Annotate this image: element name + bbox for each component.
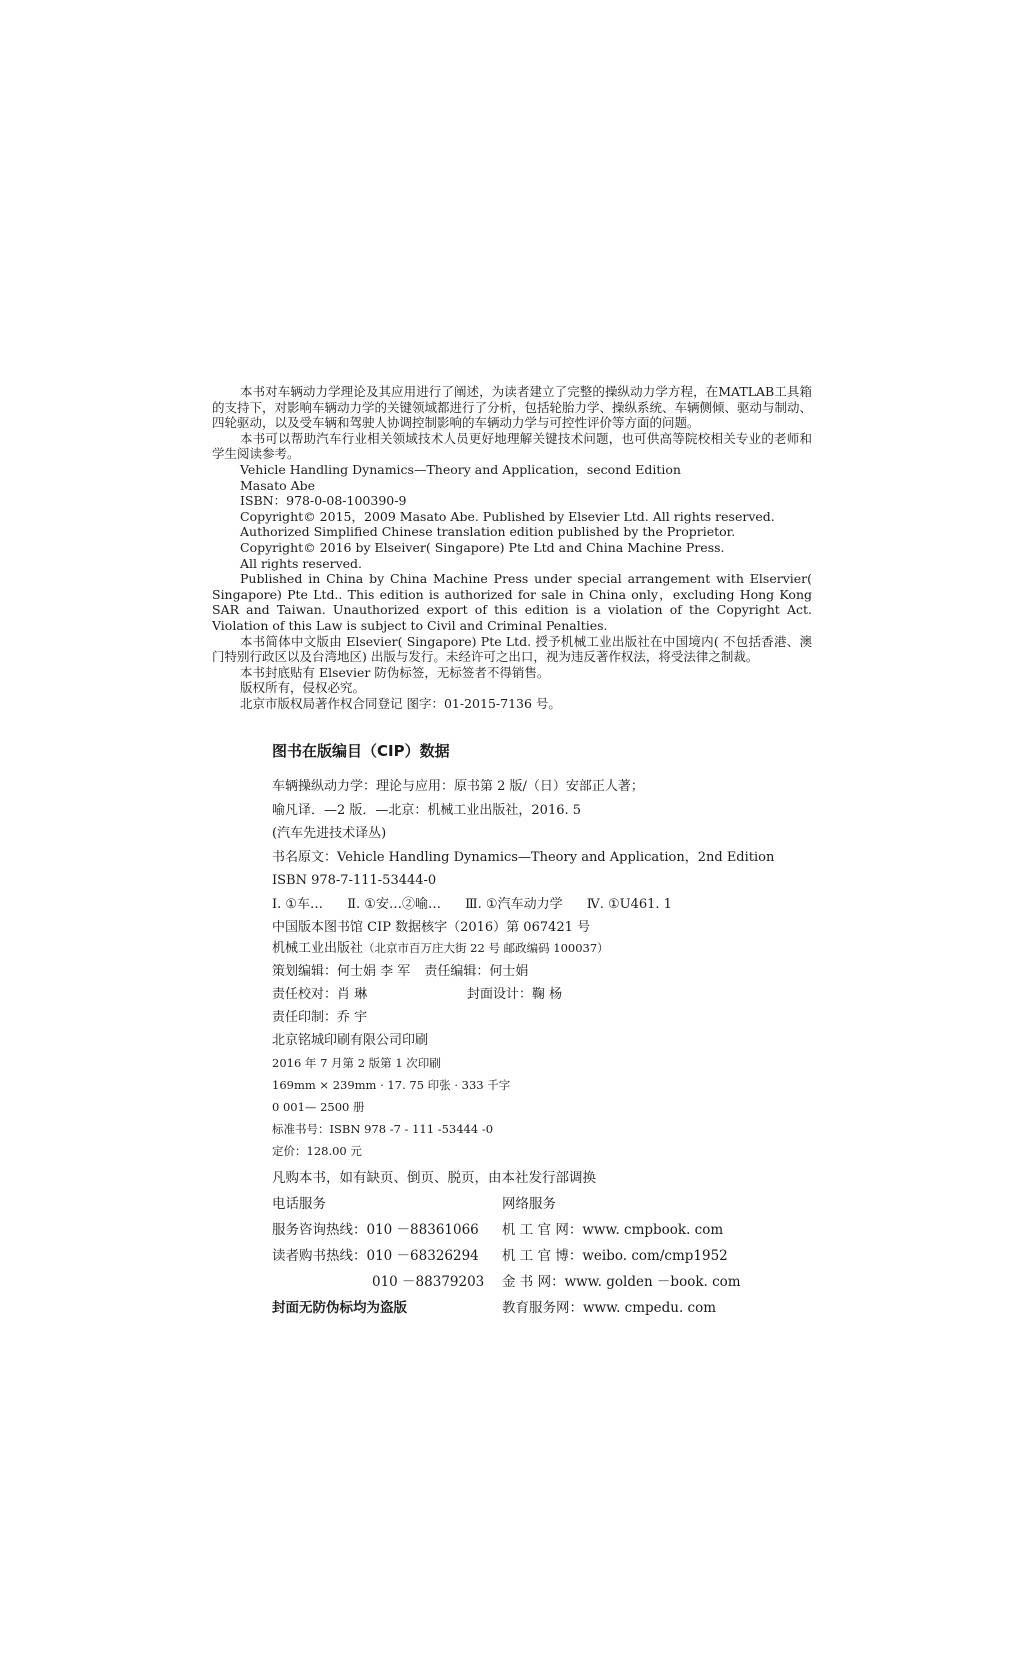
phone-service-header: 电话服务 (272, 1196, 326, 1212)
price-info: 定价：128.00 元 (272, 1144, 362, 1158)
service-row-3 (272, 1269, 792, 1295)
published-statement: Published in China by China Machine Press under special arrangement with Elservier( Singapore) Pte Ltd.. This edition is authorized for sale in China only，excluding Hong Kong SAR and Taiwan. Unauthorized export of this edition is a violation of the Copyright Act. Violation of this Law is subject to Civil and Criminal Penalties. (212, 571, 812, 633)
intro-paragraph-1: 本书对车辆动力学理论及其应用进行了阐述，为读者建立了完整的操纵动力学方程，在MATLAB工具箱的支持下，对影响车辆动力学的关键领域都进行了分析，包括轮胎力学、操纵系统、车辆侧倾、驱动与制动、四轮驱动，以及受车辆和驾驶人协调控制影响的车辆动力学与可控性评价等方面的问题。 (212, 384, 813, 431)
cip-isbn: ISBN 978-7-111-53444-0 (272, 873, 437, 888)
cip-data-number: 中国版本图书馆 CIP 数据核字（2016）第 067421 号 (272, 920, 591, 935)
copyright-line-2: Copyright© 2016 by Elseiver( Singapore) Pte Ltd and China Machine Press. (240, 539, 725, 555)
publisher-line (272, 937, 792, 960)
format-info: 169mm × 239mm · 17. 75 印张 · 333 千字 (272, 1078, 511, 1092)
responsible-editor: 责任编辑：何士娟 (424, 964, 529, 979)
planning-editor-row (272, 960, 792, 983)
label-note: 本书封底贴有 Elsevier 防伪标签，无标签者不得销售。 (240, 664, 550, 680)
cover-designer: 封面设计：鞠 杨 (467, 987, 563, 1002)
publisher-name: 机械工业出版社 (272, 941, 364, 956)
service-header-row (272, 1191, 792, 1217)
english-author: Masato Abe (240, 477, 316, 493)
edition-info: 2016 年 7 月第 2 版第 1 次印刷 (272, 1056, 441, 1070)
cip-class-3: Ⅲ. ①汽车动力学 (465, 896, 563, 912)
service-row-2 (272, 1243, 792, 1269)
proofreader: 责任校对：肖 琳 (272, 987, 368, 1002)
education-site[interactable]: 教育服务网：www. cmpedu. com (502, 1300, 717, 1316)
cip-line-2: 喻凡译．—2 版．—北京：机械工业出版社，2016. 5 (272, 802, 582, 818)
service-row-1 (272, 1217, 792, 1243)
cip-class-4: Ⅳ. ①U461. 1 (586, 896, 672, 912)
intro-block (212, 384, 812, 711)
service-block (272, 1165, 792, 1321)
rights-line: All rights reserved. (240, 555, 363, 571)
intro-paragraph-2: 本书可以帮助汽车行业相关领域技术人员更好地理解关键技术问题，也可供高等院校相关专业的老师和学生阅读参考。 (212, 430, 812, 462)
publisher-address: （北京市百万庄大街 22 号 邮政编码 100037） (363, 941, 609, 955)
reader-hotline: 读者购书热线：010 －68326294 (272, 1248, 479, 1264)
extra-number: 010 －88379203 (372, 1274, 485, 1290)
authorized-line: Authorized Simplified Chinese translation edition published by the Proprietor. (240, 524, 736, 540)
cip-title: 图书在版编目（CIP）数据 (272, 742, 450, 760)
registration-line: 北京市版权局著作权合同登记 图字：01-2015-7136 号。 (240, 695, 561, 711)
official-weibo[interactable]: 机 工 官 博：weibo. com/cmp1952 (502, 1248, 728, 1264)
cip-original-title: 书名原文：Vehicle Handling Dynamics—Theory and Application，2nd Edition (272, 849, 775, 865)
hotline-number: 服务咨询热线：010 －88361066 (272, 1222, 479, 1238)
cip-classification (272, 893, 792, 917)
rights-reserved-cn: 版权所有，侵权必究。 (240, 680, 366, 696)
golden-book-site[interactable]: 金 书 网：www. golden －book. com (502, 1274, 741, 1290)
print-manager: 责任印制：乔 宇 (272, 1010, 368, 1025)
copyright-line-1: Copyright© 2015，2009 Masato Abe. Published by Elsevier Ltd. All rights reserved. (240, 508, 775, 524)
english-isbn: ISBN：978-0-08-100390-9 (240, 493, 407, 509)
production-block (272, 937, 792, 1162)
cip-line-1: 车辆操纵动力学：理论与应用：原书第 2 版/（日）安部正人著； (272, 779, 644, 794)
printer-name: 北京铭城印刷有限公司印刷 (272, 1033, 429, 1048)
anti-piracy-note: 封面无防伪标均为盗版 (272, 1300, 407, 1316)
official-site[interactable]: 机 工 官 网：www. cmpbook. com (502, 1222, 724, 1238)
service-intro: 凡购本书，如有缺页、倒页、脱页，由本社发行部调换 (272, 1170, 596, 1186)
cip-class-2: Ⅱ. ①安…②喻… (347, 896, 441, 912)
cip-series: (汽车先进技术译丛) (272, 826, 387, 841)
cip-class-1: Ⅰ. ①车… (272, 896, 324, 912)
service-row-4 (272, 1295, 792, 1321)
english-title: Vehicle Handling Dynamics—Theory and Application，second Edition (240, 461, 681, 477)
proof-cover-row (272, 983, 792, 1006)
copies-info: 0 001— 2500 册 (272, 1100, 365, 1114)
web-service-header: 网络服务 (502, 1196, 556, 1212)
standard-isbn: 标准书号：ISBN 978 -7 - 111 -53444 -0 (272, 1122, 494, 1136)
cip-block (272, 775, 792, 940)
planning-editor: 策划编辑：何士娟 李 军 (272, 964, 411, 979)
chinese-authorization: 本书简体中文版由 Elsevier( Singapore) Pte Ltd. 授予机械工业出版社在中国境内( 不包括香港、澳门特别行政区以及台湾地区) 出版与发行。未经许可之出口，视为违反著作权法，将受法律之制裁。 (212, 633, 812, 665)
